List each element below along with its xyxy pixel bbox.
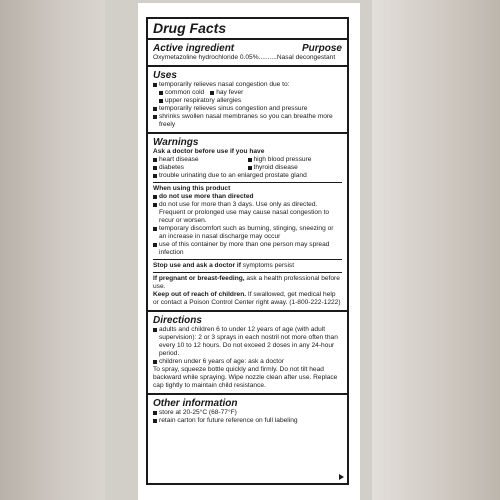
uses-sub-item: common cold (165, 89, 205, 96)
active-ingredient-heading: Active ingredient (153, 43, 235, 54)
ask-doctor-heading: Ask a doctor before use if you have (153, 148, 265, 155)
keep-out-line: Keep out of reach of children. If swallowed, get medical help or contact a Poison Control Center right away. (1-800-222-1222) (153, 291, 341, 306)
drug-facts-title: Drug Facts (153, 20, 227, 36)
warnings-heading: Warnings (153, 137, 199, 148)
condition-item: thyroid disease (253, 164, 298, 171)
drug-facts-box (146, 17, 349, 485)
other-info-item: store at 20-25°C (68-77°F) (159, 409, 237, 416)
uses-item: temporarily relieves nasal congestion due to: (159, 81, 290, 88)
warnings-section (148, 134, 347, 310)
stop-use-line: Stop use and ask a doctor if symptoms persist (153, 262, 295, 269)
condition-item: diabetes (159, 164, 184, 171)
other-info-heading: Other information (153, 398, 238, 409)
other-info-section (148, 395, 347, 428)
uses-item: shrinks swollen nasal membranes so you can breathe more freely (159, 113, 333, 128)
other-info-item: retain carton for future reference on full labeling (159, 417, 298, 424)
when-using-item: temporary discomfort such as burning, stinging, sneezing or an increase in nasal discharge may occur (159, 225, 334, 240)
when-using-item: do not use more than directed (159, 193, 254, 200)
directions-note: To spray, squeeze bottle quickly and firmly. Do not tilt head backward while spraying. Wipe nozzle clean after use. Replace cap tightly to maintain child resistance. (153, 366, 338, 389)
uses-heading: Uses (153, 70, 177, 81)
uses-sub-item: upper respiratory allergies (165, 97, 242, 104)
condition-item: high blood pressure (253, 156, 312, 163)
carton-right-edge (372, 0, 500, 500)
condition-item: heart disease (159, 156, 199, 163)
directions-heading: Directions (153, 315, 202, 326)
when-using-heading: When using this product (153, 185, 231, 192)
when-using-item: do not use for more than 3 days. Use only as directed. Frequent or prolonged use may cause nasal congestion to recur or worsen. (159, 201, 330, 224)
when-using-item: use of this container by more than one person may spread infection (159, 241, 330, 256)
condition-item: trouble urinating due to an enlarged prostate gland (159, 172, 307, 179)
directions-section (148, 312, 347, 393)
active-ingredient-section (148, 40, 347, 65)
uses-item: temporarily relieves sinus congestion and pressure (159, 105, 308, 112)
uses-sub-item: hay fever (216, 89, 244, 96)
purpose-heading: Purpose (301, 43, 342, 54)
uses-section (148, 67, 347, 132)
directions-item: adults and children 6 to under 12 years of age (with adult supervision): 2 or 3 sprays in each nostril not more often than every 10 to 12 hours. Do not exceed 2 doses in any 24-hour period. (159, 326, 338, 357)
directions-item: children under 6 years of age: ask a doctor (159, 358, 284, 365)
carton-left-edge (0, 0, 105, 500)
continue-arrow-icon (339, 474, 344, 480)
active-ingredient-line: Oxymetazoline hydrochloride 0.05%..........Nasal decongestant (153, 54, 336, 61)
pregnancy-line: If pregnant or breast-feeding, ask a health professional before use. (153, 275, 340, 290)
